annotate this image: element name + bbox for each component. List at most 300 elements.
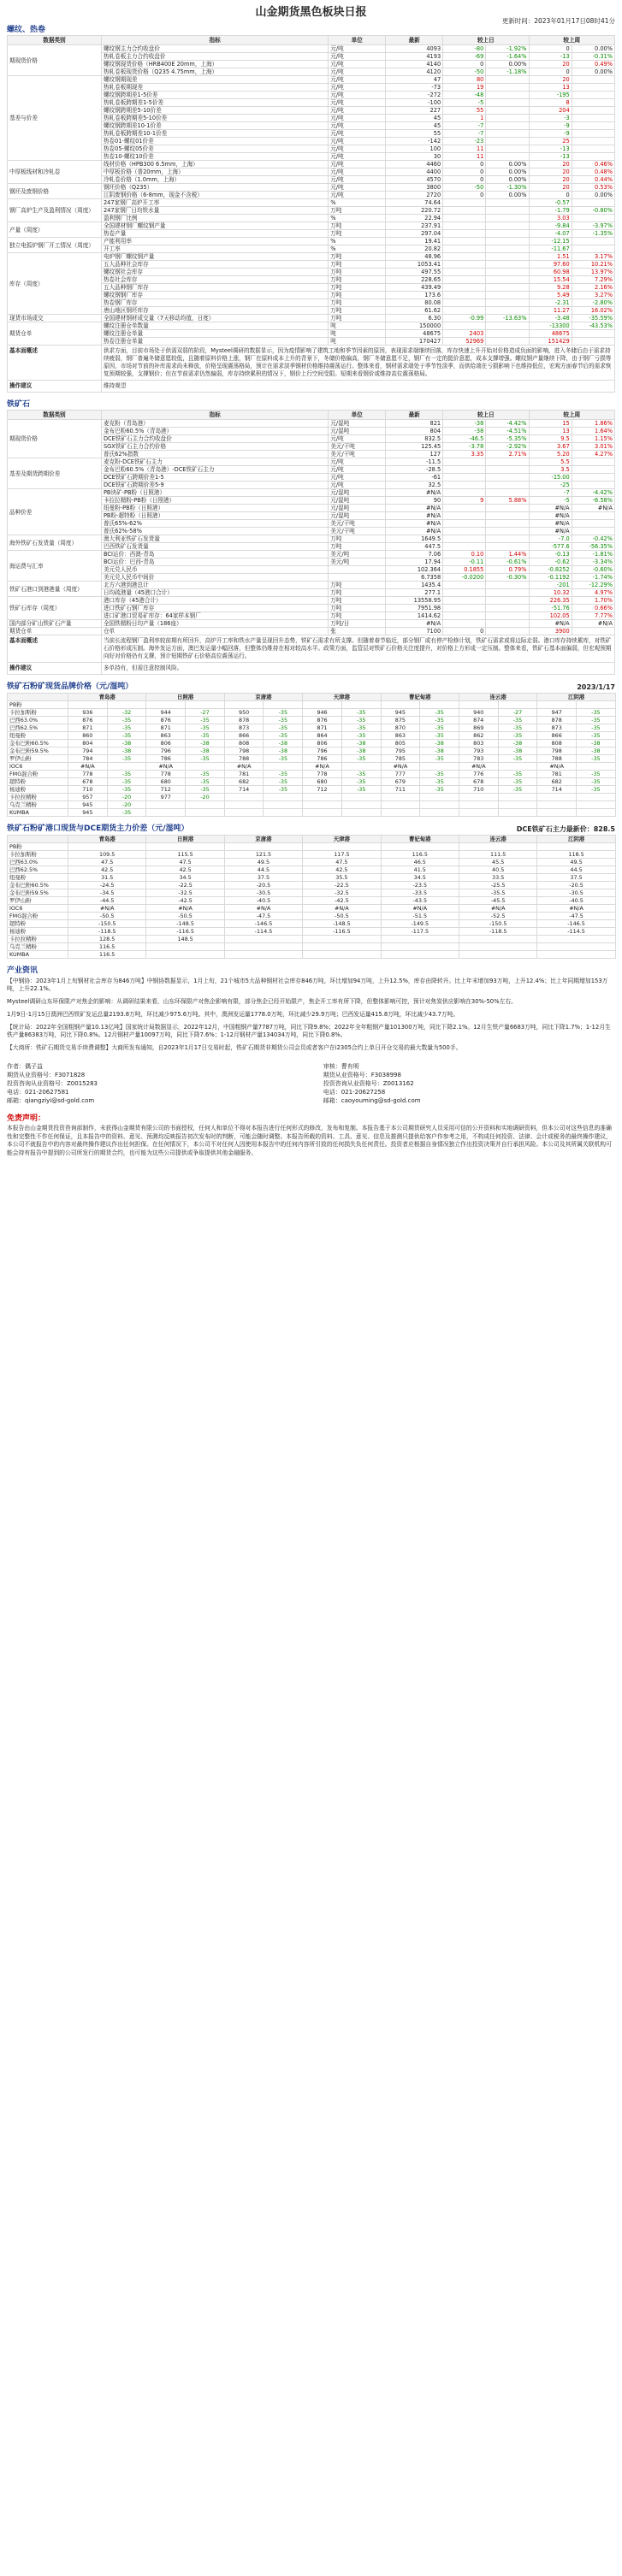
brand-price: 798 xyxy=(224,747,264,755)
basis-value: -22.5 xyxy=(303,882,381,889)
brand-change xyxy=(264,701,303,709)
strategy-label: 操作建议 xyxy=(8,381,102,393)
row-change: #N/A xyxy=(529,505,572,512)
basis-value: #N/A xyxy=(224,905,302,913)
row-category: 期现货价格 xyxy=(8,420,102,458)
row-unit: 万吨 xyxy=(329,284,386,292)
basis-value: 49.5 xyxy=(224,859,302,866)
row-unit: 元/吨 xyxy=(329,192,386,199)
row-latest: #N/A xyxy=(386,520,443,528)
row-change: -13 xyxy=(529,145,572,153)
row-change xyxy=(486,130,529,138)
row-category: 铁矿石库存（周度） xyxy=(8,597,102,620)
row-change xyxy=(443,528,486,535)
row-change: -0.0200 xyxy=(443,574,486,582)
row-indicator: 热轧卷板现货价格（Q235 4.75mm，上海） xyxy=(101,68,328,76)
brand-change: -35 xyxy=(264,724,303,732)
row-change: -0.60% xyxy=(572,566,614,574)
brand-price: 866 xyxy=(537,732,577,740)
row-latest: 7951.98 xyxy=(386,605,443,612)
brand-change: -35 xyxy=(498,755,537,763)
row-indicator: 唐山地区钢坯库存 xyxy=(101,307,328,315)
row-change: #N/A xyxy=(529,512,572,520)
row-indicator: 仓单 xyxy=(101,628,328,635)
brand-change: -35 xyxy=(577,724,616,732)
brand-change: -35 xyxy=(420,732,459,740)
brand-change: -35 xyxy=(420,709,459,717)
row-latest: 45 xyxy=(386,122,443,130)
brand-price: 808 xyxy=(537,740,577,747)
row-change xyxy=(443,245,486,253)
row-category: 产量（周度） xyxy=(8,222,102,238)
row-unit: 元/吨 xyxy=(329,466,386,474)
news-list xyxy=(7,976,615,1059)
row-change: 15 xyxy=(529,420,572,428)
row-change: -0.11 xyxy=(443,558,486,566)
row-change: -0.61% xyxy=(486,558,529,566)
row-unit: 万吨 xyxy=(329,612,386,620)
row-change xyxy=(443,261,486,269)
row-change: -6.58% xyxy=(572,497,614,505)
reviewer-contact xyxy=(323,1062,615,1105)
row-latest: 80.08 xyxy=(386,299,443,307)
row-latest: 447.5 xyxy=(386,543,443,551)
row-change: 3.01% xyxy=(572,443,614,451)
row-change xyxy=(486,605,529,612)
report-page xyxy=(7,0,615,1157)
row-change xyxy=(486,505,529,512)
row-change xyxy=(572,528,614,535)
brand-price: 876 xyxy=(68,717,108,724)
basis-value: 34.5 xyxy=(381,874,459,882)
brand-price: 957 xyxy=(68,794,108,801)
row-unit: 元/吨 xyxy=(329,84,386,92)
brand-price: 940 xyxy=(459,709,498,717)
row-change xyxy=(486,330,529,338)
brand-change: -35 xyxy=(341,786,381,794)
row-change xyxy=(572,153,614,161)
row-change: 0 xyxy=(529,192,572,199)
row-latest: -142 xyxy=(386,138,443,145)
brand-change: -35 xyxy=(341,709,381,717)
author-line: 电话：021-20627581 xyxy=(7,1089,69,1096)
row-indicator: 普氏65%-62% xyxy=(101,520,328,528)
row-change: -25 xyxy=(529,482,572,489)
row-indicator: 247家钢厂高炉开工率 xyxy=(101,199,328,207)
row-latest: 100 xyxy=(386,145,443,153)
basis-value xyxy=(146,843,224,851)
brand-price xyxy=(537,701,577,709)
row-unit: 张 xyxy=(329,628,386,635)
row-change: -7.0 xyxy=(529,535,572,543)
row-change: 3.35 xyxy=(443,451,486,458)
row-latest: 20.82 xyxy=(386,245,443,253)
brand-price xyxy=(303,801,342,809)
brand-change xyxy=(498,809,537,817)
table-row xyxy=(8,905,616,913)
basis-value xyxy=(224,951,302,959)
brand-change xyxy=(420,809,459,817)
col-header-indicator: 指标 xyxy=(101,411,328,420)
row-latest: 297.04 xyxy=(386,230,443,238)
row-unit: 吨 xyxy=(329,322,386,330)
brand-change: -35 xyxy=(577,709,616,717)
brand-price xyxy=(537,794,577,801)
row-change: 0.79% xyxy=(486,566,529,574)
row-indicator: DCE铁矿石跨期价差1-5 xyxy=(101,474,328,482)
brand-name: 卡拉加斯粉 xyxy=(8,709,68,717)
brand-price xyxy=(146,801,186,809)
row-change: 5.5 xyxy=(529,458,572,466)
row-change: -2.80% xyxy=(572,299,614,307)
reviewer-line: 邮箱：caoyouming@sd-gold.com xyxy=(323,1097,421,1104)
basis-value xyxy=(303,936,381,943)
row-change xyxy=(486,520,529,528)
row-change xyxy=(486,292,529,299)
row-change: 13 xyxy=(529,428,572,435)
row-latest: 90 xyxy=(386,497,443,505)
row-indicator: 五大品种社会库存 xyxy=(101,261,328,269)
brand-change xyxy=(577,763,616,771)
brand-price: 777 xyxy=(381,771,420,778)
basis-value: #N/A xyxy=(381,905,459,913)
row-change: -1.64% xyxy=(486,53,529,61)
brand-price: #N/A xyxy=(459,763,498,771)
row-change xyxy=(486,512,529,520)
row-change xyxy=(486,276,529,284)
brand-change: -35 xyxy=(107,732,146,740)
row-change xyxy=(486,322,529,330)
brand-change: -35 xyxy=(420,771,459,778)
row-change: 151429 xyxy=(529,338,572,346)
row-latest: 7100 xyxy=(386,628,443,635)
brand-change: -38 xyxy=(186,747,225,755)
brand-price: #N/A xyxy=(381,763,420,771)
row-unit: 元/吨 xyxy=(329,168,386,176)
row-change: 0 xyxy=(443,628,486,635)
brand-name: 杨迪粉 xyxy=(8,786,68,794)
basis-value: -35.5 xyxy=(459,889,536,897)
row-unit: 元/湿吨 xyxy=(329,512,386,520)
basis-value xyxy=(459,936,536,943)
brand-price: 977 xyxy=(146,794,186,801)
row-change xyxy=(486,245,529,253)
row-latest: 61.62 xyxy=(386,307,443,315)
brand-price xyxy=(224,809,264,817)
row-unit: 万吨 xyxy=(329,207,386,215)
brand-price xyxy=(459,794,498,801)
table-row xyxy=(8,420,615,428)
basis-value: -42.5 xyxy=(303,897,381,905)
row-change xyxy=(572,99,614,107)
row-change: -1.92% xyxy=(486,45,529,53)
brand-change: -35 xyxy=(264,709,303,717)
col-header-unit: 单位 xyxy=(329,36,386,45)
row-change: -1.74% xyxy=(572,574,614,582)
row-change xyxy=(443,474,486,482)
table-row xyxy=(8,866,616,874)
table-row xyxy=(8,913,616,920)
author-line: 期货从业资格号：F3071828 xyxy=(7,1072,86,1078)
brand-change: -38 xyxy=(264,740,303,747)
row-change xyxy=(572,76,614,84)
brand-change: -35 xyxy=(577,717,616,724)
row-latest: 48675 xyxy=(386,330,443,338)
row-change xyxy=(486,153,529,161)
row-latest: 125.45 xyxy=(386,443,443,451)
brand-price: 678 xyxy=(459,778,498,786)
row-latest: 17.94 xyxy=(386,558,443,566)
basis-value: -22.5 xyxy=(146,882,224,889)
row-change xyxy=(486,261,529,269)
brand-price: 866 xyxy=(224,732,264,740)
row-change: 0 xyxy=(443,168,486,176)
row-indicator: 线材价格（HPB300 6.5mm，上海） xyxy=(101,161,328,168)
row-latest: 74.64 xyxy=(386,199,443,207)
row-change: -5 xyxy=(443,99,486,107)
updated-time: 更新时间：2023年01月17日08时41分 xyxy=(501,17,615,25)
table-row xyxy=(8,874,616,882)
row-change: 25 xyxy=(529,138,572,145)
basis-value: -118.5 xyxy=(68,928,146,936)
row-change: -4.42% xyxy=(572,489,614,497)
row-latest: 6.7358 xyxy=(386,574,443,582)
basis-value: 116.5 xyxy=(68,943,146,951)
brand-change xyxy=(264,794,303,801)
brand-price xyxy=(381,809,420,817)
table-row xyxy=(8,184,615,192)
table-row xyxy=(8,161,615,168)
row-change: 5.20 xyxy=(529,451,572,458)
row-change: -0.13 xyxy=(529,551,572,558)
row-change: -23 xyxy=(443,138,486,145)
table-row xyxy=(8,943,616,951)
brand-change: -35 xyxy=(341,717,381,724)
brand-price-table xyxy=(7,693,616,817)
basis-table xyxy=(7,835,616,959)
row-change: 3.17% xyxy=(572,253,614,261)
row-indicator: 247家钢厂日均铁水量 xyxy=(101,207,328,215)
row-change xyxy=(443,535,486,543)
brand-change: -35 xyxy=(264,732,303,740)
row-change: -13.63% xyxy=(486,315,529,322)
table-row xyxy=(8,199,615,207)
row-change: -0.31% xyxy=(572,53,614,61)
row-change: 0.00% xyxy=(486,176,529,184)
row-change: -43.53% xyxy=(572,322,614,330)
row-indicator: 卡拉拉精粉-PB粉（日照港） xyxy=(101,497,328,505)
row-latest: #N/A xyxy=(386,505,443,512)
row-latest: 19.41 xyxy=(386,238,443,245)
row-change: 0.00% xyxy=(572,192,614,199)
news-item: Mysteel调研山东环保限产对焦企的影响：从调研结果来看，山东环保限产对焦企影响有限，部分焦企已经开始限产，焦企开工率有所下降，但整体影响可控，预计对焦炭供应影响在30%-50%左右。 xyxy=(7,998,517,1005)
summary-label: 基本面概述 xyxy=(8,346,102,381)
row-indicator: 螺纹钢钢厂库存 xyxy=(101,292,328,299)
brand-change xyxy=(420,801,459,809)
brand-change: -38 xyxy=(498,747,537,755)
brand-price: 714 xyxy=(224,786,264,794)
brand-price xyxy=(303,794,342,801)
row-change: -0.42% xyxy=(572,535,614,543)
row-latest: 4193 xyxy=(386,53,443,61)
row-change: 1.15% xyxy=(572,435,614,443)
table-row xyxy=(8,717,616,724)
row-change: 1.64% xyxy=(572,428,614,435)
row-change xyxy=(486,99,529,107)
basis-value: 47.5 xyxy=(303,859,381,866)
row-latest: 170427 xyxy=(386,338,443,346)
steel-table xyxy=(7,35,615,393)
row-change: 0.66% xyxy=(572,605,614,612)
row-change: 1.86% xyxy=(572,420,614,428)
row-change: 60.98 xyxy=(529,269,572,276)
row-indicator: 热卷钢厂库存 xyxy=(101,299,328,307)
row-change: 0.1855 xyxy=(443,566,486,574)
row-latest: 7.06 xyxy=(386,551,443,558)
table-row xyxy=(8,551,615,558)
row-change xyxy=(486,199,529,207)
row-change: -1.35% xyxy=(572,230,614,238)
row-latest: 4570 xyxy=(386,176,443,184)
brand-price: 945 xyxy=(381,709,420,717)
brand-change: -38 xyxy=(107,740,146,747)
port-header-blank xyxy=(8,836,68,843)
basis-value: 45.5 xyxy=(459,859,536,866)
row-latest: 832.5 xyxy=(386,435,443,443)
table-row xyxy=(8,732,616,740)
row-indicator: BCI运价：巴西-青岛 xyxy=(101,558,328,566)
brand-name: KUMBA xyxy=(8,809,68,817)
row-change: -13300 xyxy=(529,322,572,330)
brand-price: 795 xyxy=(381,747,420,755)
brand-change: -35 xyxy=(264,786,303,794)
row-change: -0.8252 xyxy=(529,566,572,574)
brand-name: PB粉 xyxy=(8,701,68,709)
brand-change xyxy=(498,801,537,809)
row-category: 国内部分矿山铁矿石产量 xyxy=(8,620,102,628)
row-change: 0 xyxy=(443,176,486,184)
basis-value: 42.5 xyxy=(303,866,381,874)
row-change: #N/A xyxy=(529,520,572,528)
brand-change xyxy=(498,701,537,709)
row-change: 20 xyxy=(529,176,572,184)
row-change: 0.44% xyxy=(572,176,614,184)
row-latest: 47 xyxy=(386,76,443,84)
row-change: #N/A xyxy=(572,620,614,628)
row-latest: 4140 xyxy=(386,61,443,68)
row-change: 0.49% xyxy=(572,61,614,68)
basis-value: 148.5 xyxy=(146,936,224,943)
basis-value xyxy=(381,936,459,943)
row-change xyxy=(486,535,529,543)
row-change xyxy=(443,276,486,284)
brand-change xyxy=(341,701,381,709)
row-change: -0.1192 xyxy=(529,574,572,582)
brand-price: 678 xyxy=(68,778,108,786)
brand-price xyxy=(459,809,498,817)
basis-value: -43.5 xyxy=(381,897,459,905)
brand-change: -35 xyxy=(577,771,616,778)
strategy-text: 多单持有，但需注意控制风险。 xyxy=(101,663,614,675)
row-latest: 237.91 xyxy=(386,222,443,230)
brand-price: 806 xyxy=(303,740,342,747)
row-change: -3.97% xyxy=(572,222,614,230)
row-indicator: 电炉钢厂螺纹钢产量 xyxy=(101,253,328,261)
brand-name: 金布巴粉59.5% xyxy=(8,889,68,897)
row-change: -46.5 xyxy=(443,435,486,443)
brand-change xyxy=(341,763,381,771)
row-unit: 元/吨 xyxy=(329,68,386,76)
row-latest: 1649.5 xyxy=(386,535,443,543)
row-change: -12.15 xyxy=(529,238,572,245)
row-latest: 30 xyxy=(386,153,443,161)
row-change xyxy=(572,238,614,245)
row-category: 期货仓单 xyxy=(8,322,102,346)
brand-price: 863 xyxy=(381,732,420,740)
row-latest: 102.364 xyxy=(386,566,443,574)
row-latest: -100 xyxy=(386,99,443,107)
table-row xyxy=(8,882,616,889)
row-change: 9.28 xyxy=(529,284,572,292)
row-change: -56.35% xyxy=(572,543,614,551)
brand-price: 712 xyxy=(146,786,186,794)
row-change: -577.6 xyxy=(529,543,572,551)
brand-price: 796 xyxy=(146,747,186,755)
brand-price: 950 xyxy=(224,709,264,717)
row-change: -15.00 xyxy=(529,474,572,482)
row-change xyxy=(486,597,529,605)
row-change: -51.76 xyxy=(529,605,572,612)
strategy-label: 操作建议 xyxy=(8,663,102,675)
row-change xyxy=(443,299,486,307)
brand-price: 803 xyxy=(459,740,498,747)
basis-value: -45.5 xyxy=(459,897,536,905)
brand-price: #N/A xyxy=(146,763,186,771)
row-change xyxy=(572,482,614,489)
brand-change: -35 xyxy=(420,717,459,724)
row-latest: 220.72 xyxy=(386,207,443,215)
brand-name: 巴西63.0% xyxy=(8,717,68,724)
brand-name: KUMBA xyxy=(8,951,68,959)
basis-value: -150.5 xyxy=(459,920,536,928)
row-change: 52969 xyxy=(443,338,486,346)
row-change: 48675 xyxy=(529,330,572,338)
row-change xyxy=(486,107,529,115)
row-unit: 美元/干吨 xyxy=(329,451,386,458)
brand-change: -35 xyxy=(498,786,537,794)
news-section-title: 产业资讯 xyxy=(7,966,39,975)
row-change xyxy=(443,612,486,620)
brand-change: -35 xyxy=(341,778,381,786)
table-row xyxy=(8,315,615,322)
row-unit: 万吨 xyxy=(329,292,386,299)
brand-name: IOC6 xyxy=(8,763,68,771)
brand-price: 714 xyxy=(537,786,577,794)
brand-price: 781 xyxy=(224,771,264,778)
ore-section-title: 铁矿石 xyxy=(7,400,31,409)
basis-value xyxy=(68,843,146,851)
brand-change: -20 xyxy=(107,801,146,809)
row-unit: 元/湿吨 xyxy=(329,420,386,428)
row-change: 1.44% xyxy=(486,551,529,558)
row-change xyxy=(572,245,614,253)
brand-price: 864 xyxy=(303,732,342,740)
brand-price: 871 xyxy=(146,724,186,732)
brand-name: 巴西63.0% xyxy=(8,859,68,866)
row-category: 基差及期货跨期价差 xyxy=(8,458,102,489)
brand-name: PB粉 xyxy=(8,843,68,851)
row-change: -9 xyxy=(529,130,572,138)
